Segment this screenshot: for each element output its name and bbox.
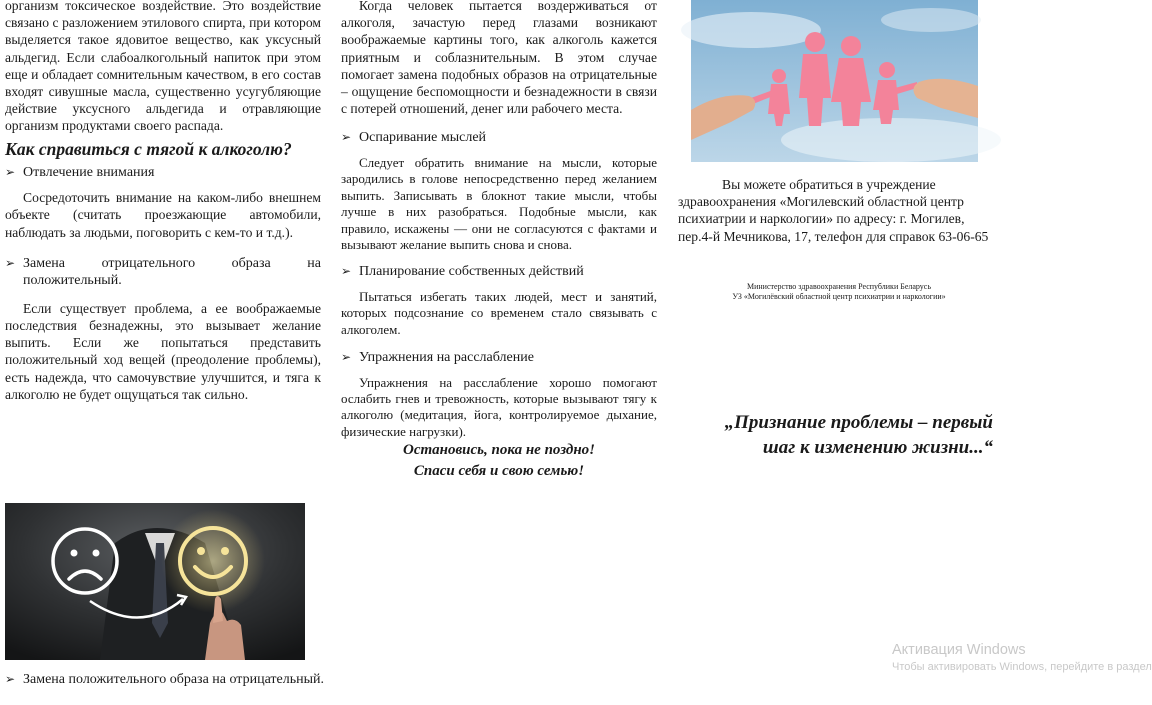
bullet-replace-negative — [5, 255, 321, 290]
quote-line-2: шаг к изменению жизни...“ — [762, 437, 993, 458]
family-illustration — [691, 0, 978, 162]
watermark-subtitle: Чтобы активировать Windows, перейдите в раздел — [892, 661, 1152, 673]
slogan-save: Спаси себя и свою семью! — [413, 463, 585, 480]
arrow-bullet-icon: ➢ — [341, 130, 352, 145]
quote-line-1: „Признание проблемы – первый — [724, 412, 993, 433]
arrow-bullet-icon: ➢ — [5, 255, 16, 270]
center-text: УЗ «Могилёвский областной центр психиатрии и наркологии» — [732, 292, 946, 301]
arrow-bullet-icon: ➢ — [341, 350, 352, 365]
bullet-label: Замена положительного образа на отрицательный. — [23, 672, 325, 687]
ministry-text: Министерство здравоохранения Республики Беларусь — [746, 282, 932, 291]
column-middle — [341, 0, 657, 482]
bullet-label: Отвлечение внимания — [23, 164, 155, 180]
bullet-challenge-thoughts — [341, 129, 657, 147]
bullet-label: Оспаривание мыслей — [359, 130, 487, 146]
section-heading: Как справиться с тягой к алкоголю? — [5, 138, 292, 159]
smiley-hand-image — [5, 503, 305, 660]
intro-paragraph: организм токсическое воздействие. Это воздействие связано с разложением этилового спирта, при котором выделяется такое ядовитое вещество, как уксусный альдегид. Если слабоалкогольный напиток при этом еще и обладает сомнительным качеством, в его состав входят сивушные масла, существенно усугубляющие действие уксусного альдегида и отравляющие организм продуктами своего распада. — [5, 0, 321, 134]
bullet-planning — [341, 263, 657, 281]
distraction-paragraph: Сосредоточить внимание на каком-либо внешнем объекте (считать проезжающие автомобили, наблюдать за людьми, поговорить с кем-то и т.д.). — [5, 190, 321, 240]
bullet-label: Упражнения на расслабление — [359, 350, 534, 366]
arrow-bullet-icon: ➢ — [5, 164, 16, 179]
quote-block — [680, 410, 1000, 460]
contact-paragraph: Вы можете обратиться в учреждение здравоохранения «Могилевский областной центр психиатрии и наркологии» по адресу: г. Могилев, пер.4-й Мечникова, 17, телефон для справок 63-06-65 — [678, 177, 989, 244]
family-paper-image — [691, 0, 978, 162]
bullet-label: Планирование собственных действий — [359, 264, 584, 280]
slogan-stop: Остановись, пока не поздно! — [402, 442, 595, 459]
bullet-relaxation — [341, 349, 657, 367]
bullet-replace-positive — [5, 671, 339, 689]
bullet-label: Замена отрицательного образа на положительный. — [23, 255, 321, 289]
arrow-bullet-icon: ➢ — [5, 672, 16, 686]
windows-activation-watermark — [892, 641, 1152, 675]
smiley-illustration — [5, 503, 305, 660]
column-left — [5, 0, 321, 403]
relaxation-paragraph: Упражнения на расслабление хорошо помогают ослабить гнев и тревожность, которые вызывают тягу к алкоголю (медитация, йога, контролируемое дыхание, физические нагрузки). — [341, 374, 657, 439]
replace-negative-paragraph: Если существует проблема, а ее воображаемые последствия безнадежны, это вызывает желание выпить. Если же попытаться представить положительный ход вещей (преодоление проблемы), есть надежда, что самочувствие улучшится, и тяга к алкоголю не будет ощущаться так сильно. — [5, 300, 321, 402]
replace-positive-paragraph: Когда человек пытается воздерживаться от алкоголя, зачастую перед глазами возникают воображаемые картины того, как алкоголь кажется приятным и соблазнительным. В этом случае помогает замена подобных образов на отрицательные – ощущение беспомощности и безнадежности в связи с потерей отношений, денег или рабочего места. — [341, 0, 657, 117]
watermark-title: Активация Windows — [892, 642, 1026, 658]
planning-paragraph: Пытаться избегать таких людей, мест и занятий, которых подсознание со временем стало связывать с алкоголем. — [341, 288, 657, 337]
challenge-thoughts-paragraph: Следует обратить внимание на мысли, которые зародились в голове непосредственно перед желанием выпить. Записывать в блокнот такие мысли, чтобы лучше в них разобраться. Подобные мысли, как правило, искажены — они не согласуются с фактами и вызывают желание выпить снова и снова. — [341, 154, 657, 252]
arrow-bullet-icon: ➢ — [341, 264, 352, 279]
bullet-distraction — [5, 164, 321, 182]
